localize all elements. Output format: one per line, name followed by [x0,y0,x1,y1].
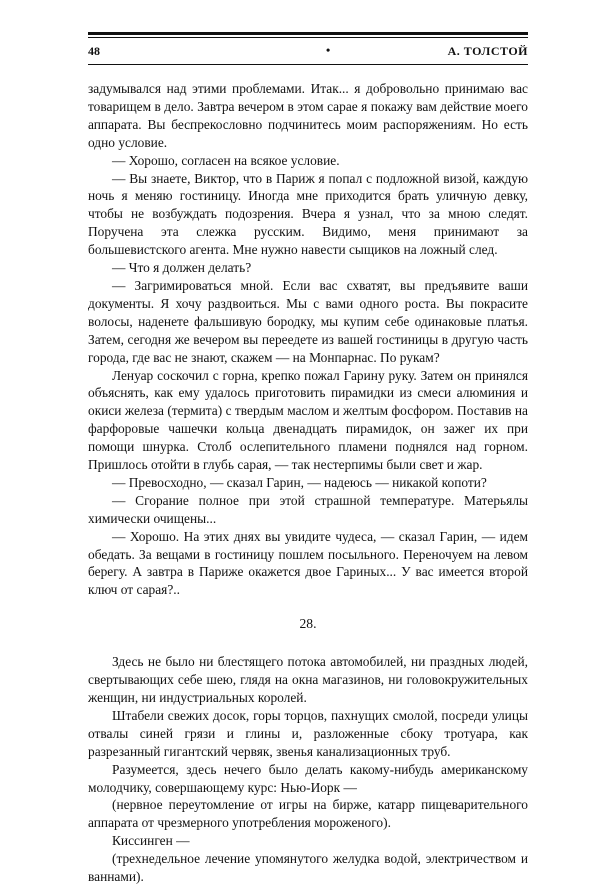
paragraph: (трехнедельное лечение упомянутого желудка водой, электричеством и ваннами). [88,851,528,885]
paragraph: — Хорошо. На этих днях вы увидите чудеса, — сказал Гарин, — идем обедать. За вещами в гостиницу пошлем посыльного. Переночуем на левом берегу. А завтра в Париже окажется двое Гариных... У вас имеется второй ключ от сарая?.. [88,528,528,598]
paragraph: — Хорошо, согласен на всякое условие. [112,152,340,168]
paragraph: Штабели свежих досок, горы торцов, пахнущих смолой, посреди улицы отвалы синей грязи и глины и, разложенные сбоку тротуара, как разрезанный гигантский червяк, звенья канализационных труб. [88,707,528,759]
header-top-rule [88,32,528,35]
paragraph: Разумеется, здесь нечего было делать какому-нибудь американскому молодчику, совершающему курс: Нью-Иорк — [88,761,528,795]
body-text [88,80,528,886]
header-top-rule-thin [88,37,528,38]
chapter-number: 28. [299,616,317,632]
page-header [88,32,528,70]
page-number: 48 [88,44,100,58]
paragraph: — Сгорание полное при этой страшной температуре. Матерьялы химически очищены... [88,492,528,526]
header-separator: • [326,43,331,57]
paragraph: задумывался над этими проблемами. Итак... я добровольно принимаю вас товарищем в дело. Завтра вечером в этом сарае я покажу вам действие моего аппарата. Вы беспрекословно подчинитесь моим распоряжениям. Но есть одно условие. [88,81,528,150]
paragraph: — Загримироваться мной. Если вас схватят, вы предъявите ваши документы. Я хочу раздвоиться. Мы с вами одного роста. Вы покрасите волосы, наденете фальшивую бородку, мы купим себе одинаковые платья. Затем, сегодня же вечером вы переедете из вашей гостиницы в другую часть города, где вас не знают, скажем — на Монпарнас. По рукам? [88,277,528,365]
paragraph: Киссинген — [112,833,190,849]
paragraph: — Вы знаете, Виктор, что в Париж я попал с подложной визой, каждую ночь я меняю гостиницу. Иногда мне приходится брать уличную девку, чтобы не возбуждать подозрения. Вчера я узнал, что за мною следят. Поручена эта слежка русским. Видимо, меня принимают за большевистского агента. Мне нужно навести сыщиков на ложный след. [88,170,528,258]
paragraph: — Превосходно, — сказал Гарин, — надеюсь — никакой копоти? [112,474,487,490]
header-bottom-rule [88,64,528,65]
running-head: А. ТОЛСТОЙ [447,44,528,58]
paragraph: (нервное переутомление от игры на бирже, катарр пищеварительного аппарата от чрезмерного употребления мороженого). [88,797,528,831]
paragraph: Ленуар соскочил с горна, крепко пожал Гарину руку. Затем он принялся объяснять, как ему удалось приготовить пирамидки из смеси алюминия и окиси железа (термита) с твердым маслом и желтым фосфором. Поставив на фарфоровые чашечки кольца двенадцать пирамидок, он зажег их при помощи шнурка. Столб ослепительного пламени поднялся над горном. Пришлось отойти в глубь сарая, — так нестерпимы были свет и жар. [88,367,528,473]
paragraph: — Что я должен делать? [112,260,252,276]
paragraph: Здесь не было ни блестящего потока автомобилей, ни праздных людей, свертывающих себе шею, глядя на окна магазинов, ни головокружительных женщин, ни индустриальных королей. [88,654,528,705]
